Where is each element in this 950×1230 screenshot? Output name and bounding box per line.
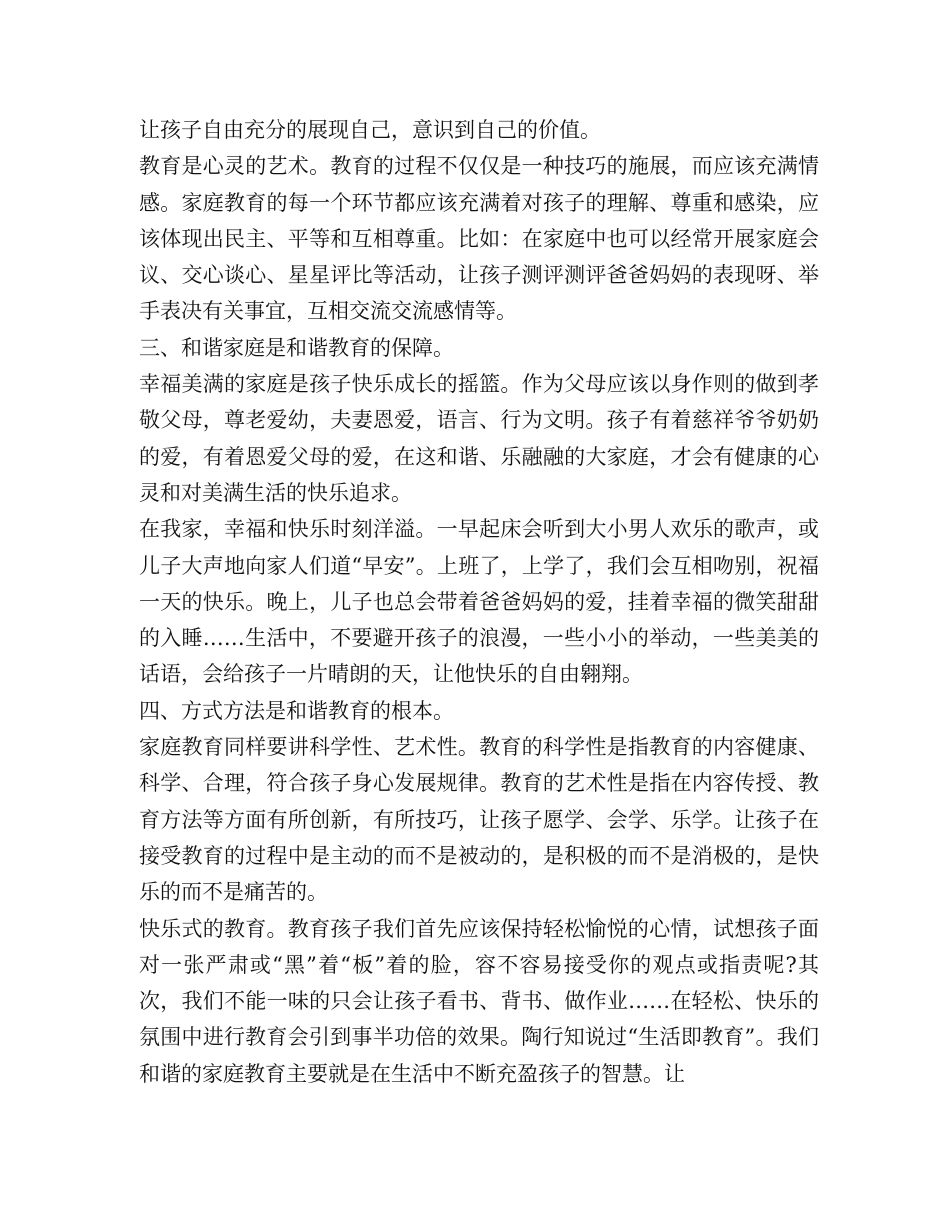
paragraph-2: 教育是心灵的艺术。教育的过程不仅仅是一种技巧的施展，而应该充满情感。家庭教育的每一个环节都应该充满着对孩子的理解、尊重和感染，应该体现出民主、平等和互相尊重。比如：在家庭中也可以经常开展家庭会议、交心谈心、星星评比等活动，让孩子测评测评爸爸妈妈的表现呀、举手表决有关事宜，互相交流交流感情等。 [139, 154, 819, 324]
paragraph-4: 幸福美满的家庭是孩子快乐成长的摇篮。作为父母应该以身作则的做到孝敬父母，尊老爱幼，夫妻恩爱，语言、行为文明。孩子有着慈祥爷爷奶奶的爱，有着恩爱父母的爱，在这和谐、乐融融的大家庭，才会有健康的心灵和对美满生活的快乐追求。 [139, 372, 819, 505]
paragraph-5: 在我家，幸福和快乐时刻洋溢。一早起床会听到大小男人欢乐的歌声，或儿子大声地向家人们道“早安”。上班了，上学了，我们会互相吻别，祝福一天的快乐。晚上，儿子也总会带着爸爸妈妈的爱，挂着幸福的微笑甜甜的入睡……生活中，不要避开孩子的浪漫，一些小小的举动，一些美美的话语，会给孩子一片晴朗的天，让他快乐的自由翱翔。 [139, 517, 819, 687]
section-heading-3: 三、和谐家庭是和谐教育的保障。 [139, 335, 454, 360]
document-body [139, 112, 819, 1092]
section-heading-4: 四、方式方法是和谐教育的根本。 [139, 698, 454, 723]
paragraph-1: 让孩子自由充分的展现自己，意识到自己的价值。 [139, 118, 601, 142]
paragraph-7: 家庭教育同样要讲科学性、艺术性。教育的科学性是指教育的内容健康、科学、合理，符合孩子身心发展规律。教育的艺术性是指在内容传授、教育方法等方面有所创新，有所技巧，让孩子愿学、会学、乐学。让孩子在接受教育的过程中是主动的而不是被动的，是积极的而不是消极的，是快乐的而不是痛苦的。 [139, 735, 819, 905]
paragraph-8: 快乐式的教育。教育孩子我们首先应该保持轻松愉悦的心情，试想孩子面对一张严肃或“黑”着“板”着的脸，容不容易接受你的观点或指责呢?其次，我们不能一味的只会让孩子看书、背书、做作业……在轻松、快乐的氛围中进行教育会引到事半功倍的效果。陶行知说过“生活即教育”。我们和谐的家庭教育主要就是在生活中不断充盈孩子的智慧。让 [139, 916, 819, 1086]
